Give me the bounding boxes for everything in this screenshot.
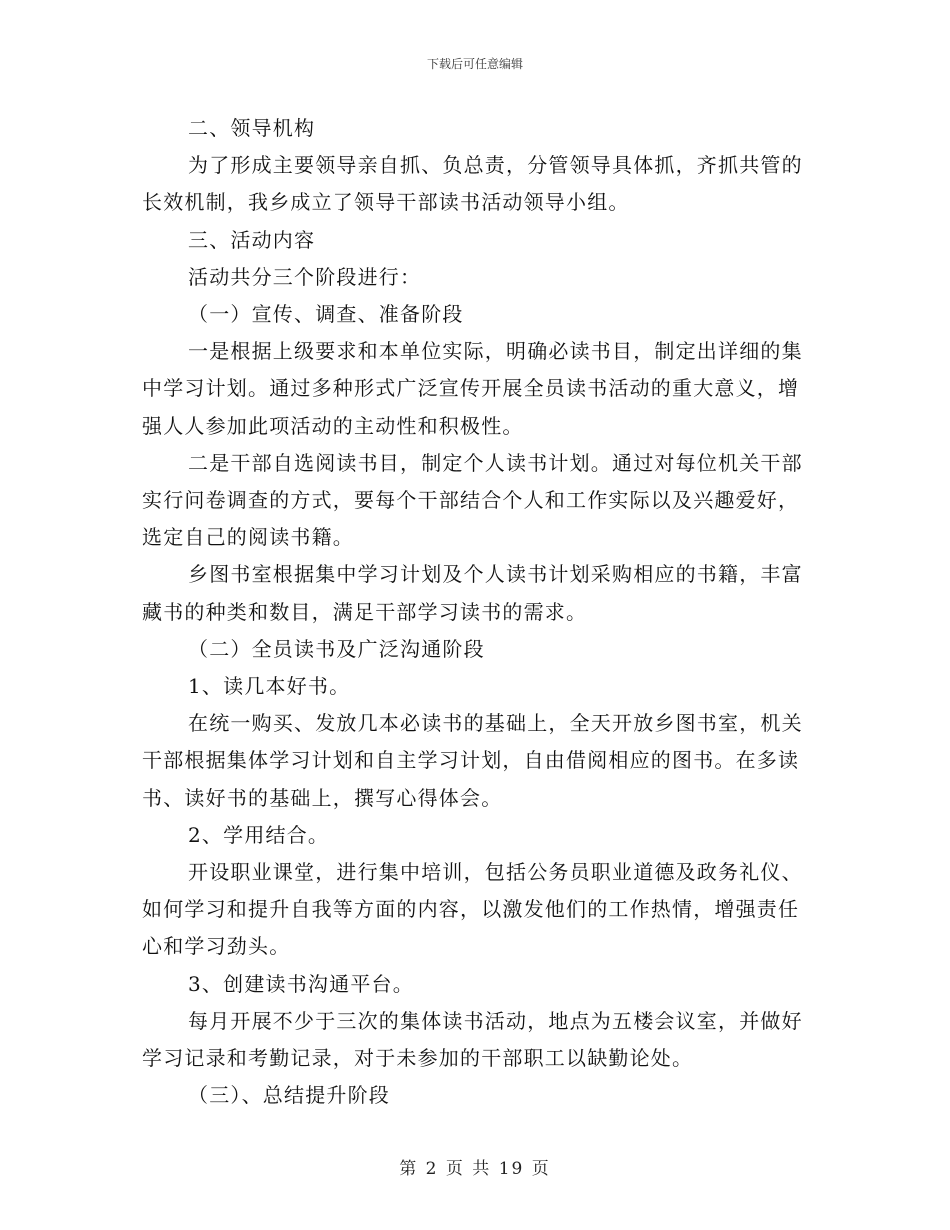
paragraph: 乡图书室根据集中学习计划及个人读书计划采购相应的书籍，丰富藏书的种类和数目，满足干部学习读书的需求。 — [142, 562, 803, 624]
paragraph: 二是干部自选阅读书目，制定个人读书计划。通过对每位机关干部实行问卷调查的方式，要每个干部结合个人和工作实际以及兴趣爱好，选定自己的阅读书籍。 — [142, 450, 803, 550]
item-heading: 3、创建读书沟通平台。 — [188, 971, 414, 996]
subsection-heading-stage-3: （三）、总结提升阶段 — [188, 1083, 390, 1108]
item-heading: 2、学用结合。 — [188, 822, 330, 847]
paragraph: 活动共分三个阶段进行： — [188, 264, 422, 289]
paragraph: 为了形成主要领导亲自抓、负总责，分管领导具体抓，齐抓共管的长效机制，我乡成立了领导干部读书活动领导小组。 — [142, 153, 803, 215]
paragraph: 在统一购买、发放几本必读书的基础上，全天开放乡图书室，机关干部根据集体学习计划和自主学习计划，自由借阅相应的图书。在多读书、读好书的基础上，撰写心得体会。 — [142, 711, 803, 810]
section-heading-leadership: 二、领导机构 — [188, 116, 316, 140]
item-heading: 1、读几本好书。 — [188, 674, 351, 699]
paragraph: 一是根据上级要求和本单位实际，明确必读书目，制定出详细的集中学习计划。通过多种形式广泛宣传开展全员读书活动的重大意义，增强人人参加此项活动的主动性和积极性。 — [142, 339, 803, 438]
paragraph: 开设职业课堂，进行集中培训，包括公务员职业道德及政务礼仪、如何学习和提升自我等方面的内容，以激发他们的工作热情，增强责任心和学习劲头。 — [142, 860, 803, 959]
page-header: 下载后可任意编辑 — [426, 57, 523, 71]
document-body — [142, 110, 810, 1114]
subsection-heading-stage-2: （二）全员读书及广泛沟通阶段 — [188, 636, 485, 661]
section-heading-activities: 三、活动内容 — [188, 227, 316, 252]
paragraph: 每月开展不少于三次的集体读书活动，地点为五楼会议室，并做好学习记录和考勤记录，对于未参加的干部职工以缺勤论处。 — [142, 1008, 803, 1071]
page-number: 第 2 页 共 19 页 — [399, 1159, 551, 1179]
subsection-heading-stage-1: （一）宣传、调查、准备阶段 — [188, 302, 464, 327]
